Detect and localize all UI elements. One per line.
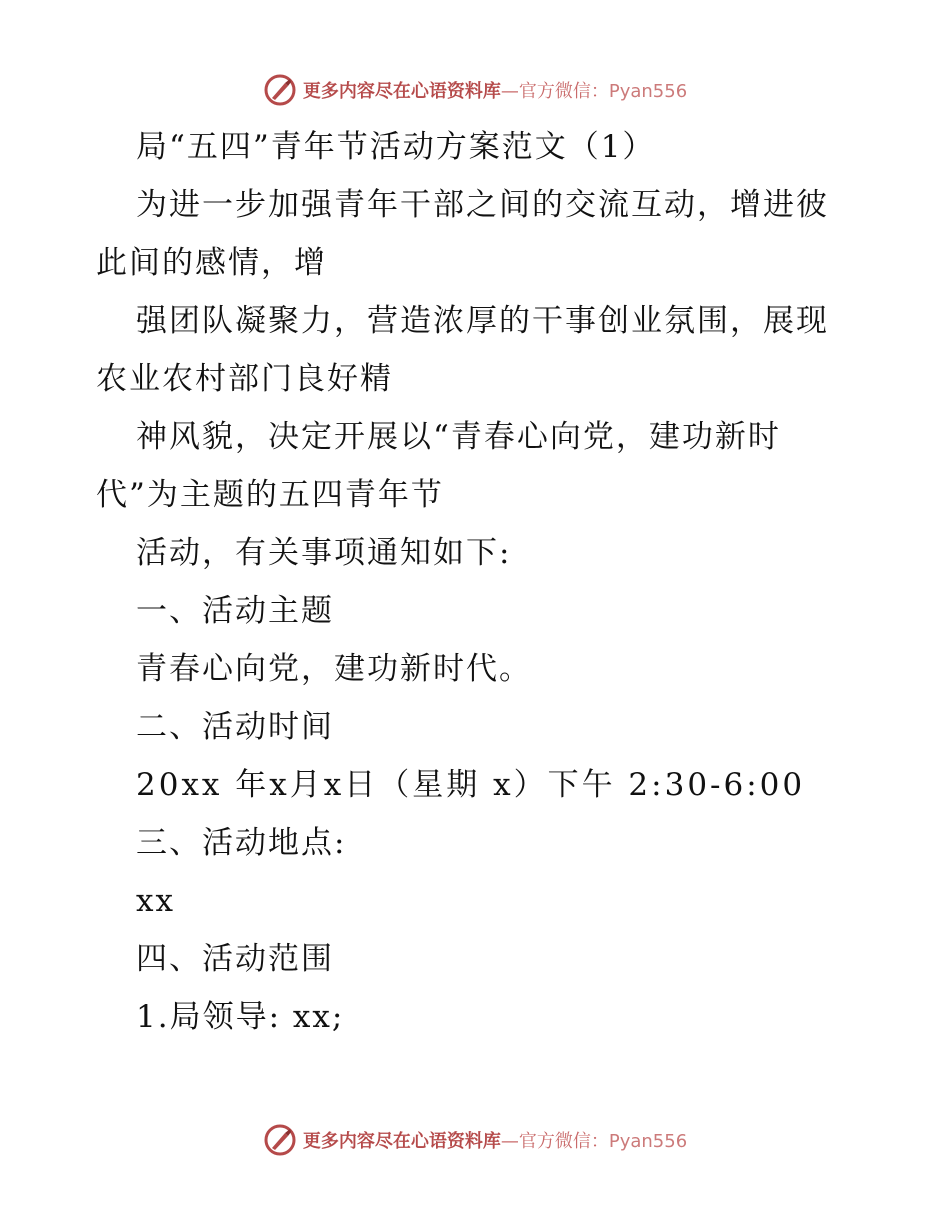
footer-banner-sep: —官方微信： (500, 1131, 609, 1152)
quill-logo-icon (263, 73, 297, 107)
paragraph-line: 20xx 年x月x日（星期 x）下午 2:30-6:00 (136, 767, 806, 803)
paragraph-line: 农业农村部门良好精 (96, 361, 393, 397)
section-heading: 四、活动范围 (136, 941, 334, 977)
document-body (96, 118, 866, 1046)
header-watermark-banner (0, 70, 950, 110)
paragraph-line: xx (136, 883, 175, 919)
paragraph-line: 青春心向党，建功新时代。 (136, 651, 532, 687)
footer-banner-text (303, 1127, 687, 1153)
paragraph-line: 神风貌，决定开展以“青春心向党，建功新时 (136, 419, 781, 455)
paragraph-line: 活动，有关事项通知如下: (136, 535, 512, 571)
footer-banner-id: Pyan556 (608, 1131, 688, 1152)
quill-logo-icon (263, 1123, 297, 1157)
paragraph-line: 1.局领导: xx; (136, 999, 345, 1035)
document-title: 局“五四”青年节活动方案范文（1） (136, 129, 656, 165)
footer-banner-main: 更多内容尽在心语资料库 (302, 1131, 501, 1152)
header-banner-sep: —官方微信： (500, 81, 609, 102)
section-heading: 三、活动地点: (136, 825, 347, 861)
section-heading: 二、活动时间 (136, 709, 334, 745)
paragraph-line: 此间的感情，增 (96, 245, 327, 281)
paragraph-line: 代”为主题的五四青年节 (96, 477, 444, 513)
paragraph-line: 为进一步加强青年干部之间的交流互动，增进彼 (136, 187, 829, 223)
paragraph-line: 强团队凝聚力，营造浓厚的干事创业氛围，展现 (136, 303, 829, 339)
header-banner-main: 更多内容尽在心语资料库 (302, 81, 501, 102)
section-heading: 一、活动主题 (136, 593, 334, 629)
header-banner-text (303, 77, 687, 103)
header-banner-id: Pyan556 (608, 81, 688, 102)
footer-watermark-banner (0, 1120, 950, 1160)
